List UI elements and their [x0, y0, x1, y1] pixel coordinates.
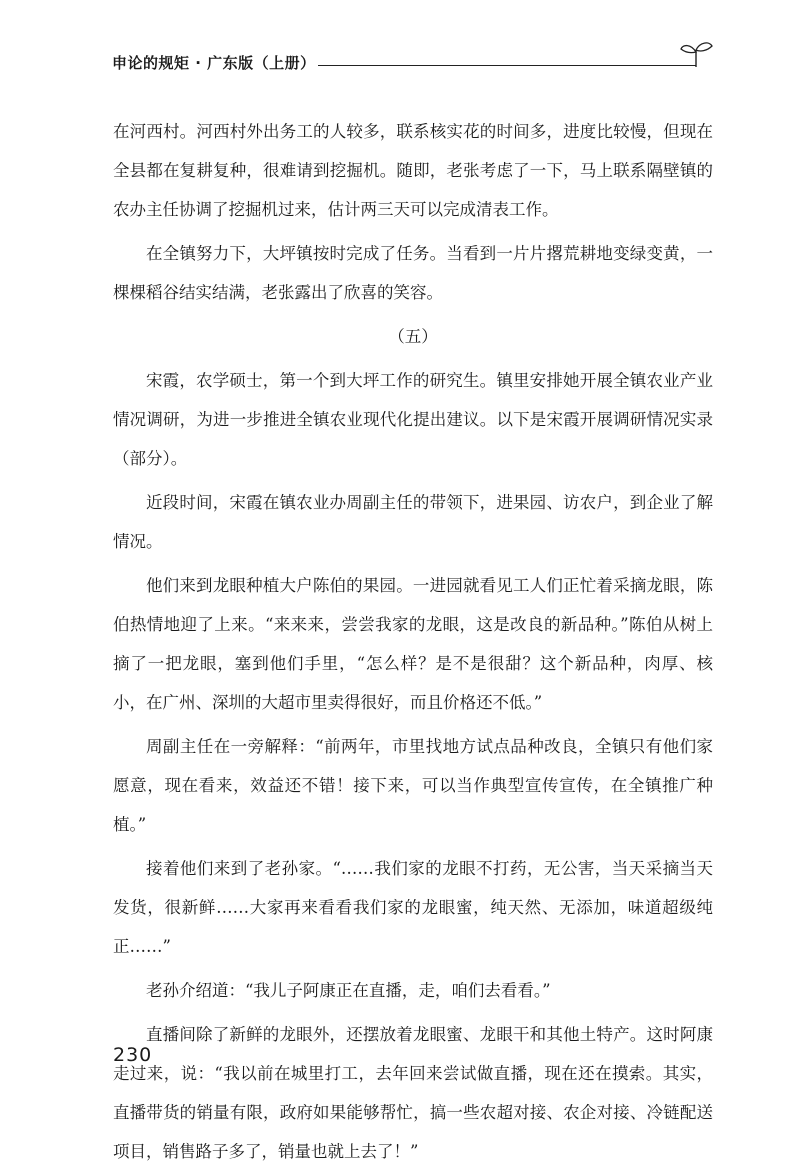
paragraph: 近段时间，宋霞在镇农业办周副主任的带领下，进果园、访农户，到企业了解情况。 — [113, 493, 713, 551]
paragraph: 直播间除了新鲜的龙眼外，还摆放着龙眼蜜、龙眼干和其他土特产。这时阿康走过来，说：“我以前在城里打工，去年回来尝试做直播，现在还在摸索。其实，直播带货的销量有限，政府如果能够帮忙，搞一些农超对接、农企对接、冷链配送项目，销售路子多了，销量也就上去了！” — [113, 1025, 713, 1161]
paragraph: 接着他们来到了老孙家。“……我们家的龙眼不打药，无公害，当天采摘当天发货，很新鲜……大家再来看看我们家的龙眼蜜，纯天然、无添加，味道超级纯正……” — [113, 859, 713, 956]
body-text — [113, 112, 713, 1176]
paragraph: 周副主任在一旁解释：“前两年，市里找地方试点品种改良，全镇只有他们家愿意，现在看来，效益还不错！接下来，可以当作典型宣传宣传，在全镇推广种植。” — [113, 737, 713, 834]
paragraph: 宋霞，农学硕士，第一个到大坪工作的研究生。镇里安排她开展全镇农业产业情况调研，为进一步推进全镇农业现代化提出建议。以下是宋霞开展调研情况实录（部分）。 — [113, 371, 713, 468]
paragraph: 他们来到龙眼种植大户陈伯的果园。一进园就看见工人们正忙着采摘龙眼，陈伯热情地迎了上来。“来来来，尝尝我家的龙眼，这是改良的新品种。”陈伯从树上摘了一把龙眼，塞到他们手里，“怎么样？是不是很甜？这个新品种，肉厚、核小，在广州、深圳的大超市里卖得很好，而且价格还不低。” — [113, 576, 713, 712]
paragraph-continuation: 在河西村。河西村外出务工的人较多，联系核实花的时间多，进度比较慢，但现在全县都在复耕复种，很难请到挖掘机。随即，老张考虑了一下，马上联系隔壁镇的农办主任协调了挖掘机过来，估计两三天可以完成清表工作。 — [113, 122, 713, 219]
header-rule — [318, 65, 696, 66]
paragraph: 在全镇努力下，大坪镇按时完成了任务。当看到一片片撂荒耕地变绿变黄，一棵棵稻谷结实结满，老张露出了欣喜的笑容。 — [113, 244, 713, 302]
book-title: 申论的规矩 · 广东版（上册） — [112, 54, 316, 72]
paragraph: 老孙介绍道：“我儿子阿康正在直播，走，咱们去看看。” — [146, 981, 551, 1000]
page-number: 230 — [113, 1044, 153, 1066]
sprout-icon — [678, 40, 714, 68]
section-heading: （五） — [388, 327, 438, 346]
running-header — [112, 46, 712, 76]
